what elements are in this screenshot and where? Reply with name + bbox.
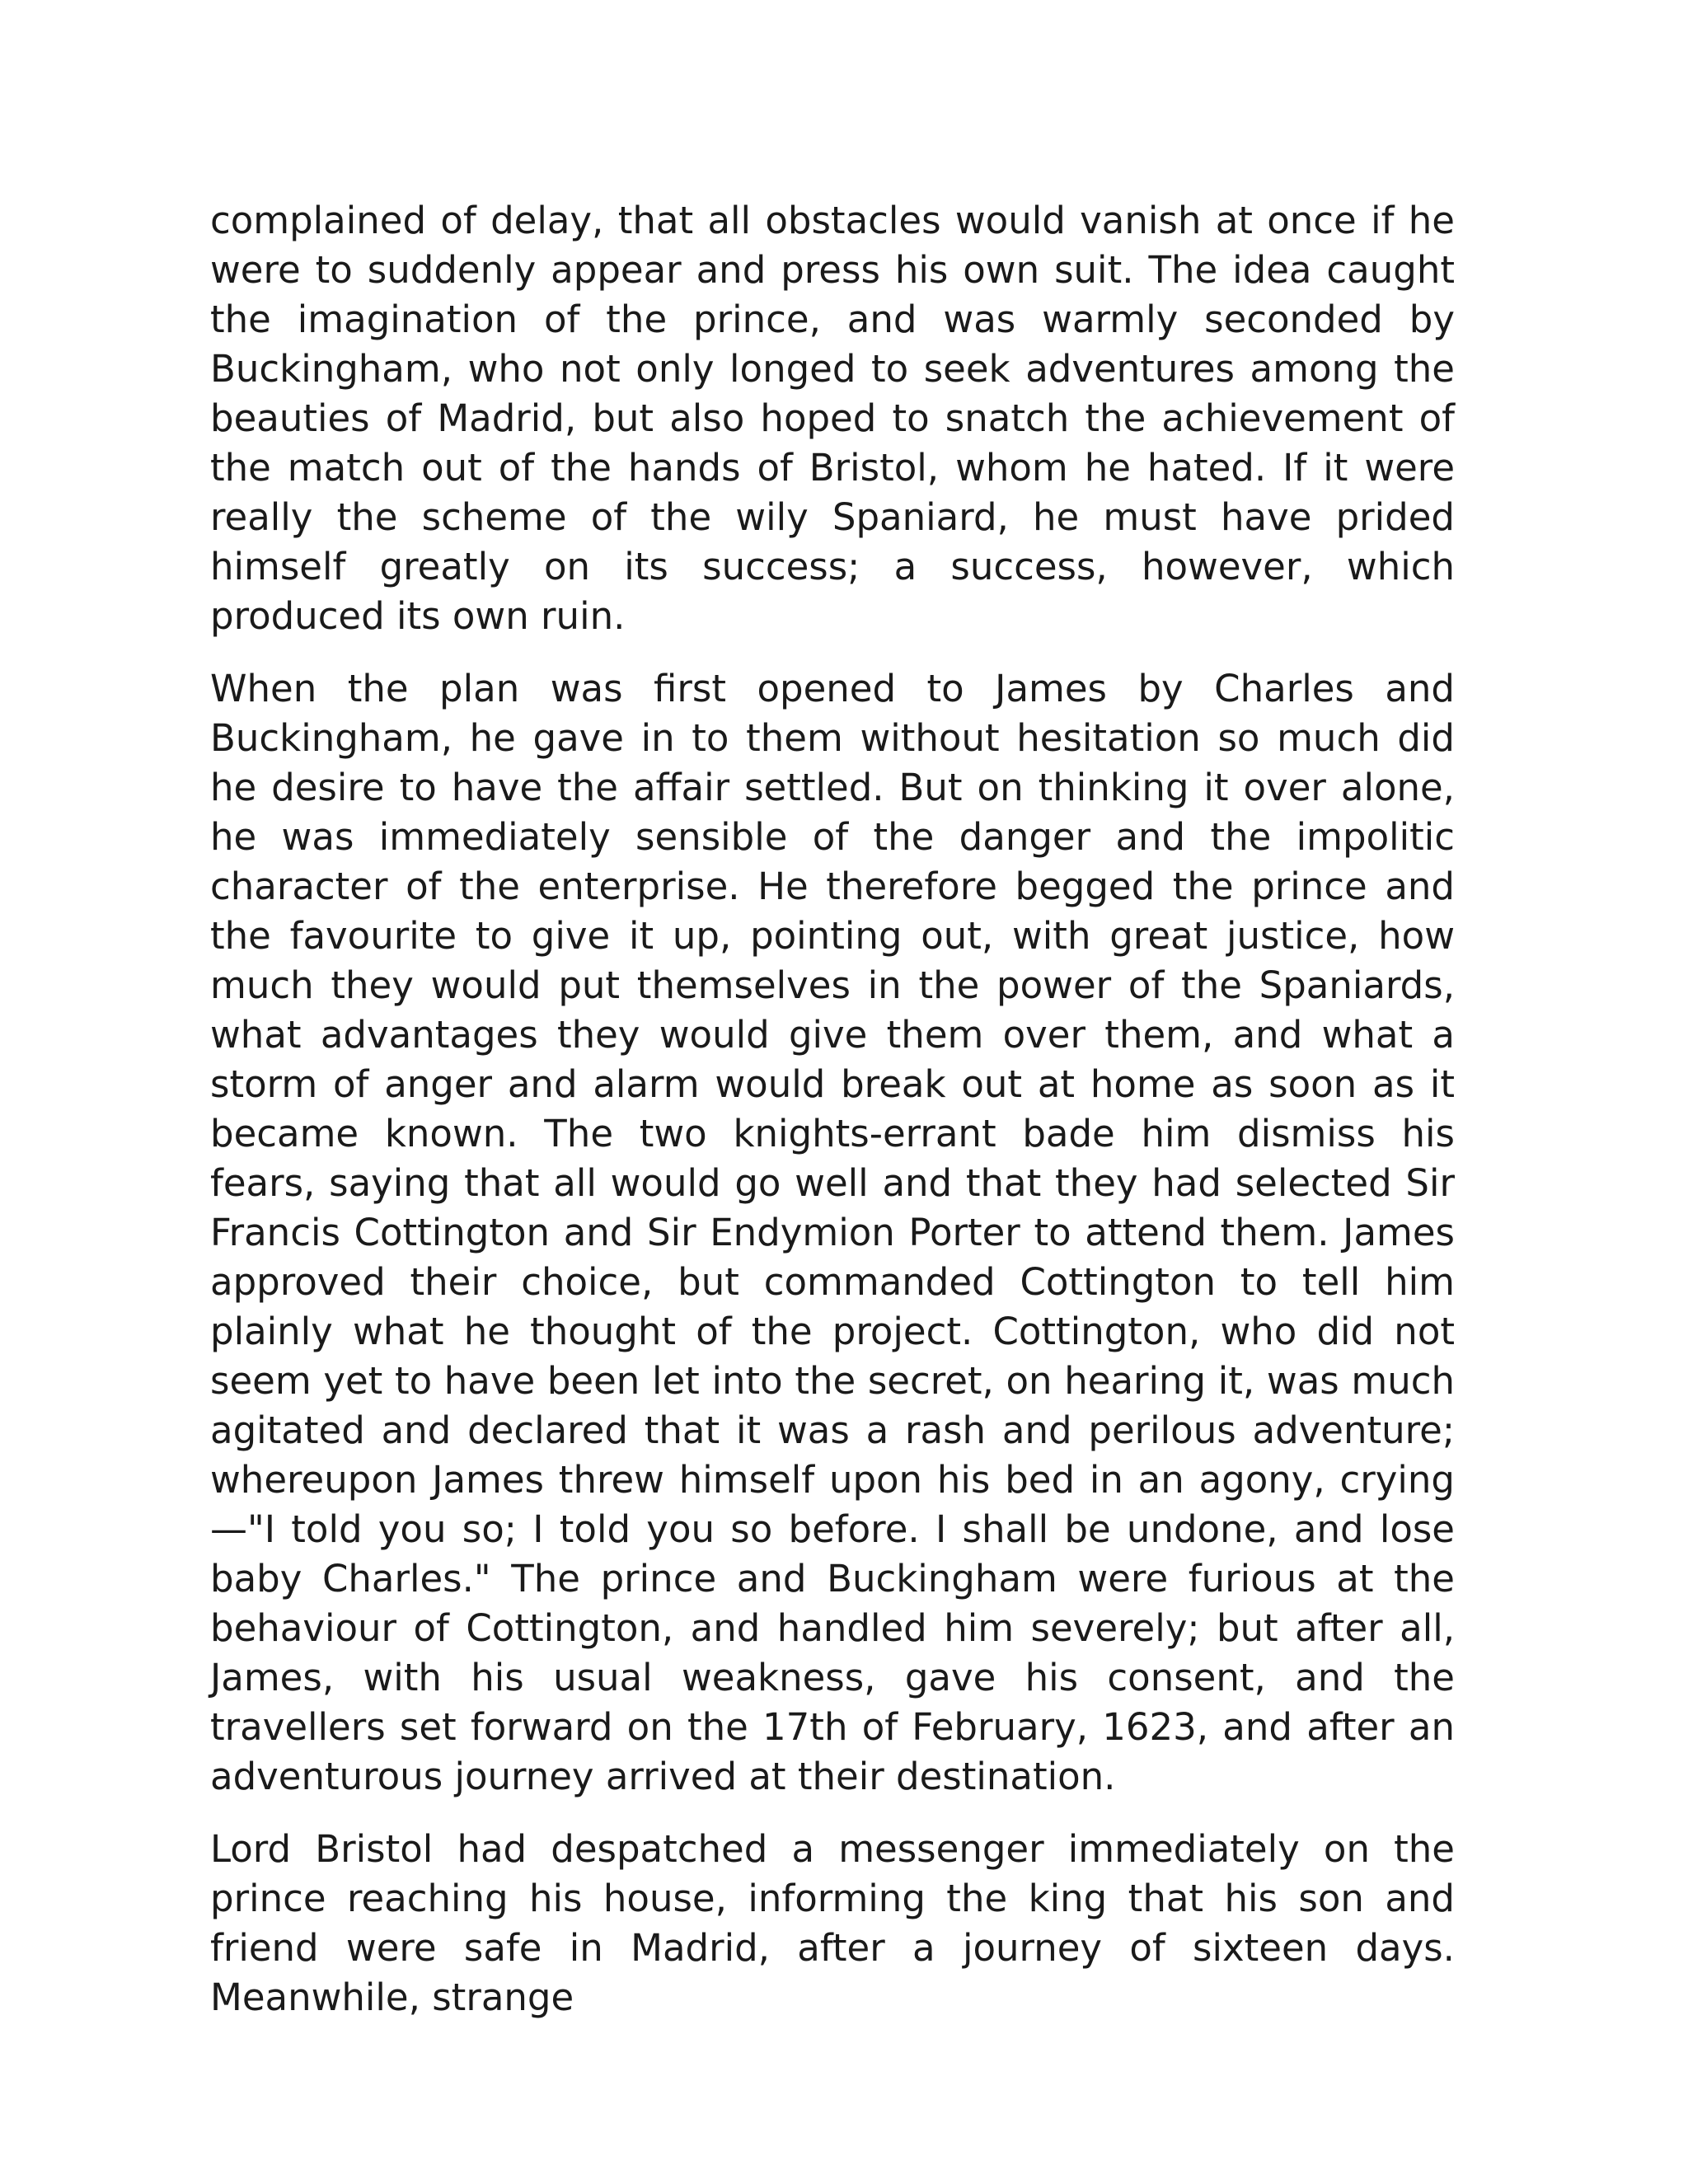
paragraph-3: Lord Bristol had despatched a messenger immediately on the prince reaching his house, informing the king that his son and friend were safe in Madrid, after a journey of sixteen days. Meanwhile, strange: [210, 1827, 1455, 2019]
page-body: [210, 196, 1455, 2046]
paragraph-2: When the plan was first opened to James by Charles and Buckingham, he gave in to them without hesitation so much did he desire to have the affair settled. But on thinking it over alone, he was immediately sensible of the danger and the impolitic character of the enterprise. He therefore begged the prince and the favourite to give it up, pointing out, with great justice, how much they would put themselves in the power of the Spaniards, what advantages they would give them over them, and what a storm of anger and alarm would break out at home as soon as it became known. The two knights-errant bade him dismiss his fears, saying that all would go well and that they had selected Sir Francis Cottington and Sir Endymion Porter to attend them. James approved their choice, but commanded Cottington to tell him plainly what he thought of the project. Cottington, who did not seem yet to have been let into the secret, on hearing it, was much agitated and declared that it was a rash and perilous adventure; whereupon James threw himself upon his bed in an agony, crying—"I told you so; I told you so before. I shall be undone, and lose baby Charles." The prince and Buckingham were furious at the behaviour of Cottington, and handled him severely; but after all, James, with his usual weakness, gave his consent, and the travellers set forward on the 17th of February, 1623, and after an adventurous journey arrived at their destination.: [210, 667, 1455, 1798]
paragraph-1: complained of delay, that all obstacles would vanish at once if he were to suddenly appear and press his own suit. The idea caught the imagination of the prince, and was warmly seconded by Buckingham, who not only longed to seek adventures among the beauties of Madrid, but also hoped to snatch the achievement of the match out of the hands of Bristol, whom he hated. If it were really the scheme of the wily Spaniard, he must have prided himself greatly on its success; a success, however, which produced its own ruin.: [210, 199, 1455, 638]
